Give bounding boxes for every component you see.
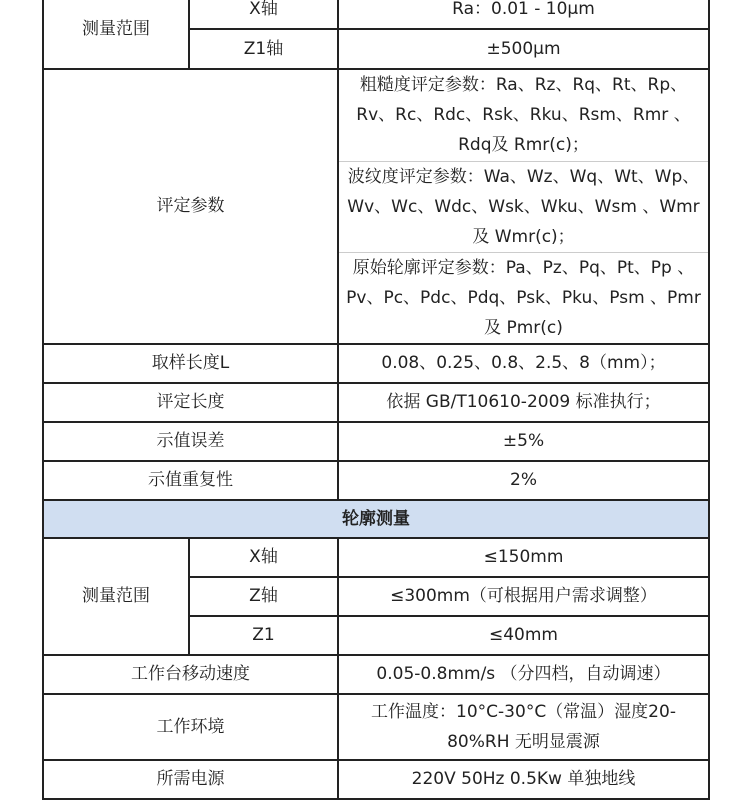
repeatability-label: 示值重复性 (43, 461, 338, 500)
table-row (43, 538, 709, 577)
eval-length-value: 依据 GB/T10610-2009 标准执行； (338, 383, 709, 422)
table-row (43, 69, 709, 161)
waviness-params (338, 161, 709, 252)
table-row (43, 694, 709, 760)
table-row (43, 760, 709, 799)
x-axis-label: X轴 (189, 0, 338, 29)
table-row (43, 461, 709, 500)
environment-value (338, 694, 709, 760)
table-row (43, 500, 709, 538)
roughness-params-text: 粗糙度评定参数：Ra、Rz、Rq、Rt、Rp、Rv、Rc、Rdc、Rsk、Rku、Rsm、Rmr 、Rdq及 Rmr(c)； (356, 75, 691, 156)
contour-x-axis-value: ≤150mm (338, 538, 709, 577)
sampling-length-value: 0.08、0.25、0.8、2.5、8（mm）； (338, 344, 709, 383)
stage-speed-label: 工作台移动速度 (43, 655, 338, 694)
contour-z1-label: Z1 (189, 616, 338, 655)
primary-profile-params (338, 252, 709, 344)
z1-axis-value: ±500μm (338, 29, 709, 69)
roughness-params (338, 69, 709, 161)
stage-speed-value: 0.05-0.8mm/s （分四档，自动调速） (338, 655, 709, 694)
contour-range-label: 测量范围 (43, 538, 189, 655)
table-row (43, 0, 709, 29)
indication-error-value: ±5% (338, 422, 709, 461)
waviness-params-text: 波纹度评定参数：Wa、Wz、Wq、Wt、Wp、Wv、Wc、Wdc、Wsk、Wku、Wsm 、Wmr 及 Wmr(c)； (347, 166, 700, 247)
contour-x-axis-label: X轴 (189, 538, 338, 577)
table-row (43, 383, 709, 422)
indication-error-label: 示值误差 (43, 422, 338, 461)
eval-params-label: 评定参数 (43, 69, 338, 344)
primary-profile-params-text: 原始轮廓评定参数：Pa、Pz、Pq、Pt、Pp 、Pv、Pc、Pdc、Pdq、Psk、Pku、Psm 、Pmr 及 Pmr(c) (346, 257, 701, 338)
table-row (43, 655, 709, 694)
spec-table (42, 0, 710, 800)
eval-length-label: 评定长度 (43, 383, 338, 422)
contour-z1-value: ≤40mm (338, 616, 709, 655)
table-row (43, 344, 709, 383)
measure-range-label: 测量范围 (43, 0, 189, 69)
power-value: 220V 50Hz 0.5Kw 单独地线 (338, 760, 709, 799)
z1-axis-label: Z1轴 (189, 29, 338, 69)
section-title: 轮廓测量 (43, 500, 709, 538)
repeatability-value: 2% (338, 461, 709, 500)
contour-z-axis-value: ≤300mm（可根据用户需求调整） (338, 577, 709, 616)
environment-value-text: 工作温度：10°C-30°C（常温）湿度20-80%RH 无明显震源 (371, 701, 676, 752)
x-axis-value: Ra：0.01 - 10μm (338, 0, 709, 29)
sampling-length-label: 取样长度L (43, 344, 338, 383)
table-row (43, 422, 709, 461)
environment-label: 工作环境 (43, 694, 338, 760)
power-label: 所需电源 (43, 760, 338, 799)
contour-z-axis-label: Z轴 (189, 577, 338, 616)
